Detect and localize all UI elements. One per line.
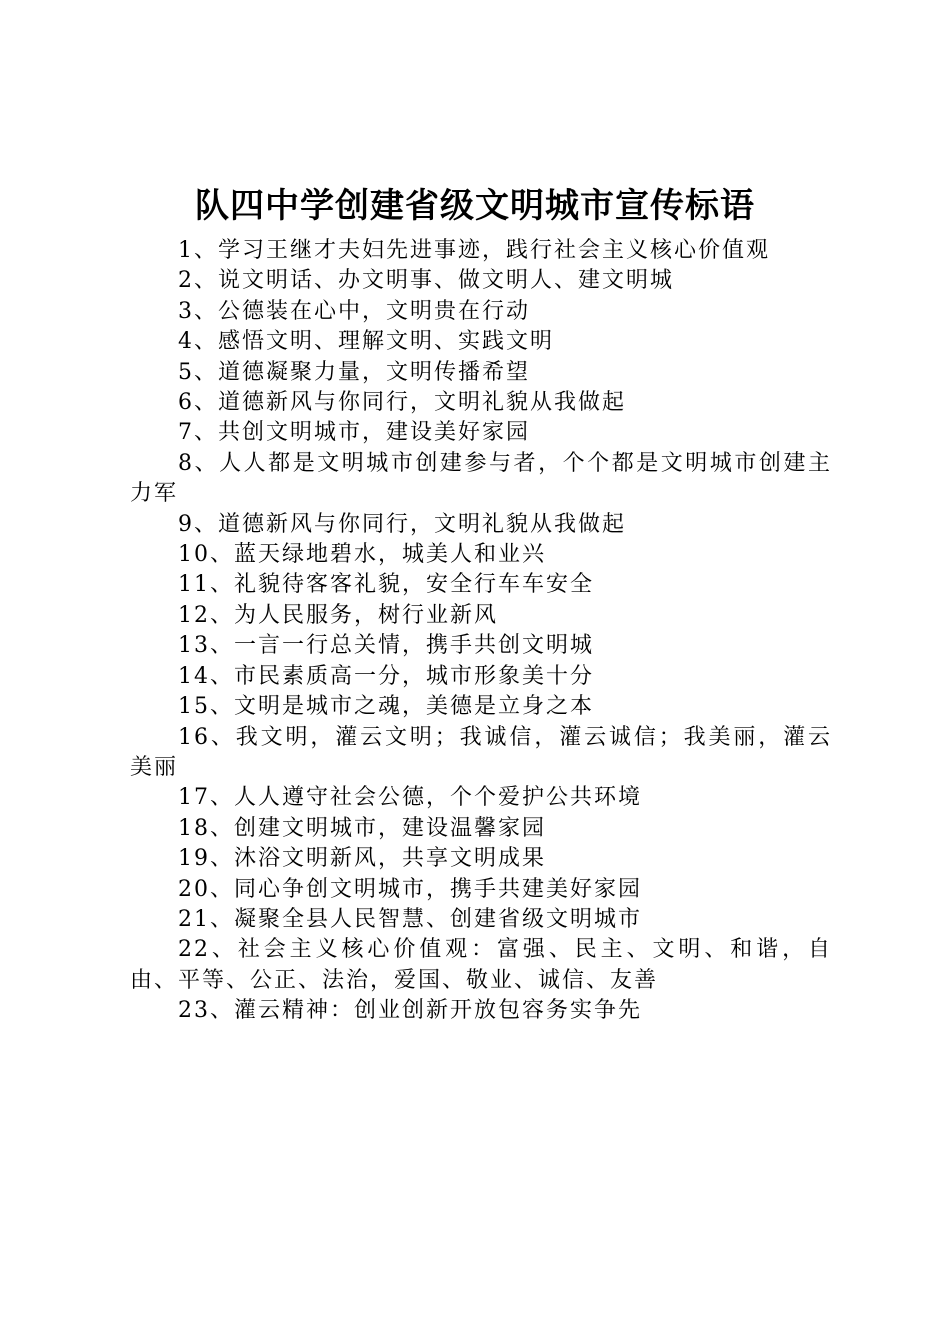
slogan-item: 7、共创文明城市，建设美好家园 (178, 420, 530, 446)
slogan-item: 3、公德装在心中，文明贵在行动 (178, 298, 530, 324)
slogan-item: 14、市民素质高一分，城市形象美十分 (178, 663, 594, 689)
slogan-item: 13、一言一行总关情，携手共创文明城 (178, 633, 594, 659)
slogan-item: 16、我文明，灌云文明；我诚信，灌云诚信；我美丽，灌云美丽 (130, 724, 832, 780)
slogan-item: 21、凝聚全县人民智慧、创建省级文明城市 (178, 906, 642, 932)
slogan-item: 15、文明是城市之魂，美德是立身之本 (178, 694, 594, 720)
slogan-item: 20、同心争创文明城市，携手共建美好家园 (178, 876, 642, 902)
slogan-item: 12、为人民服务，树行业新风 (178, 602, 498, 628)
slogan-item: 10、蓝天绿地碧水，城美人和业兴 (178, 542, 546, 568)
slogan-item: 19、沐浴文明新风，共享文明成果 (178, 846, 546, 872)
slogan-item: 23、灌云精神：创业创新开放包容务实争先 (178, 998, 642, 1024)
document-title: 队四中学创建省级文明城市宣传标语 (195, 186, 755, 226)
slogan-item: 9、道德新风与你同行，文明礼貌从我做起 (178, 511, 626, 537)
slogan-item: 22、社会主义核心价值观：富强、民主、文明、和谐，自由、平等、公正、法治，爱国、敬业、诚信、友善 (130, 937, 832, 993)
slogan-item: 17、人人遵守社会公德，个个爱护公共环境 (178, 785, 642, 811)
slogan-item: 18、创建文明城市，建设温馨家园 (178, 815, 546, 841)
slogan-item: 6、道德新风与你同行，文明礼貌从我做起 (178, 390, 626, 416)
slogan-item: 5、道德凝聚力量，文明传播希望 (178, 359, 530, 385)
slogan-item: 2、说文明话、办文明事、做文明人、建文明城 (178, 268, 674, 294)
slogan-item: 8、人人都是文明城市创建参与者，个个都是文明城市创建主力军 (130, 450, 832, 507)
slogan-list (130, 236, 832, 1027)
slogan-item: 1、学习王继才夫妇先进事迹，践行社会主义核心价值观 (178, 238, 770, 263)
slogan-item: 11、礼貌待客客礼貌，安全行车车安全 (178, 572, 594, 598)
slogan-item: 4、感悟文明、理解文明、实践文明 (178, 329, 554, 355)
